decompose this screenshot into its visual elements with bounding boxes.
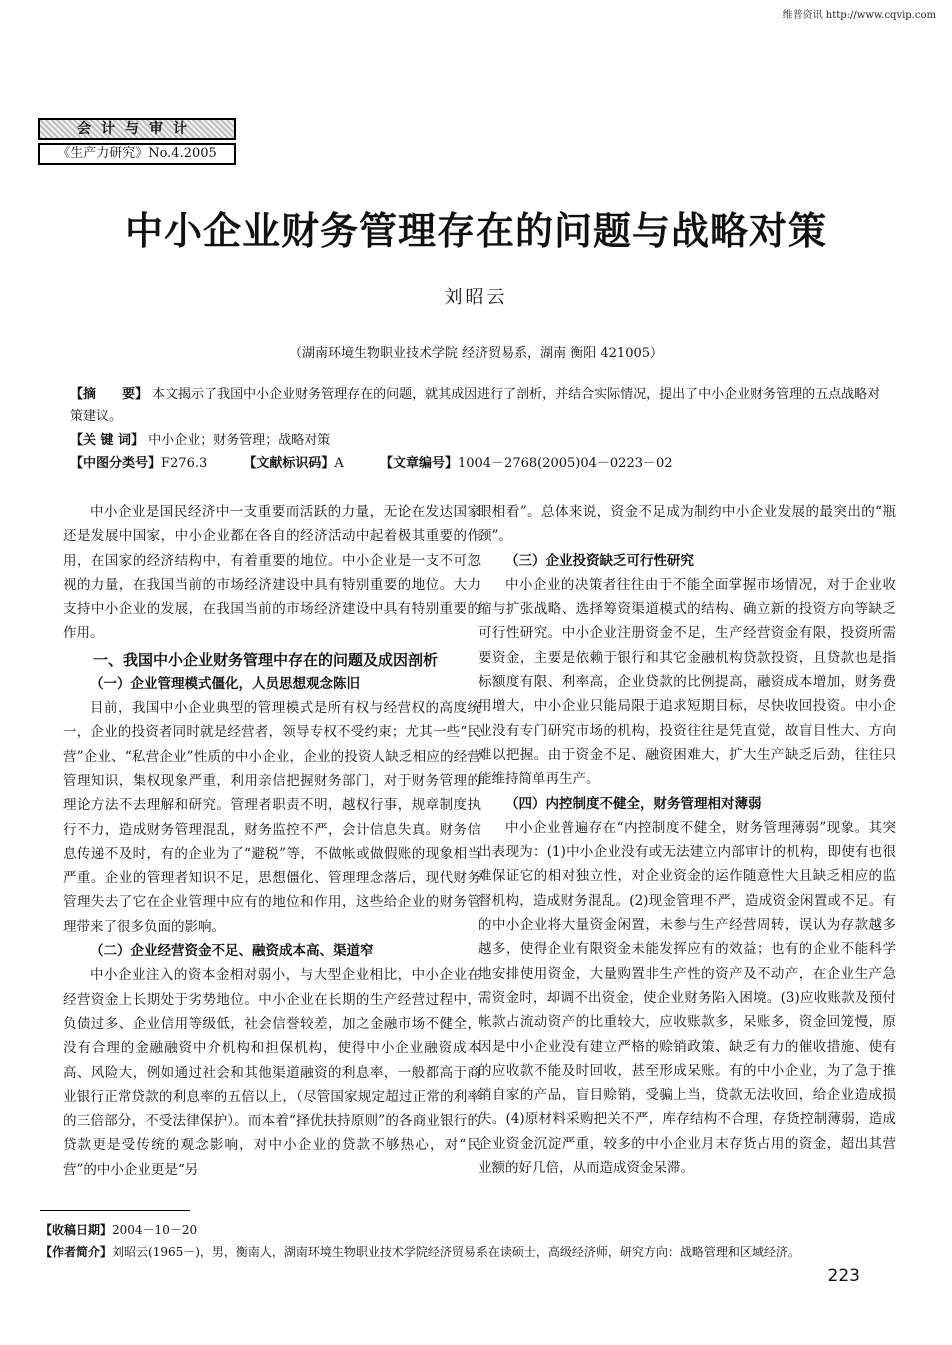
right-column <box>478 500 896 1180</box>
article-title: 中小企业财务管理存在的问题与战略对策 <box>124 209 827 253</box>
classification-line <box>70 453 890 475</box>
doc-code-label: 【文献标识码】 <box>243 456 335 471</box>
clc-label: 【中图分类号】 <box>70 456 162 471</box>
subsection-heading-4: （四）内控制度不健全，财务管理相对薄弱 <box>505 795 762 812</box>
author-bio <box>40 1242 800 1262</box>
journal-tag: 《生产力研究》No.4.2005 <box>38 143 236 165</box>
bio-label: 【作者简介】 <box>40 1245 113 1259</box>
received-value: 2004－10－20 <box>112 1223 198 1237</box>
author-affiliation: （湖南环境生物职业技术学院 经济贸易系，湖南 衡阳 421005） <box>288 346 664 361</box>
abstract-text: 本文揭示了我国中小企业财务管理存在的问题，就其成因进行了剖析，并结合实际情况，提出了中小企业财务管理的五点战略对策建议。 <box>70 387 881 424</box>
subsection-heading-2: （二）企业经营资金不足、融资成本高、渠道窄 <box>90 943 374 960</box>
page-number: 223 <box>827 1266 860 1286</box>
body-paragraph: 中小企业普遍存在“内控制度不健全，财务管理薄弱”现象。其突出表现为：(1)中小企业没有或无法建立内部审计的机构，即使有也很难保证它的相对独立性，对企业资金的运作随意性大且缺乏相应的监督机构，造成财务混乱。(2)现金管理不严，造成资金闲置或不足。有的中小企业将大量资金闲置，未参与生产经营周转，误认为存款越多越多，使得企业有限资金未能发挥应有的效益；也有的企业不能科学地安排使用资金，大量购置非生产性的资产及不动产，在企业生产急需资金时，却调不出资金，使企业财务陷入困境。(3)应收账款及预付帐款占流动资产的比重较大，应收账款多，呆账多，资金回笼慢，原因是中小企业没有建立严格的赊销政策、缺乏有力的催收措施、使有的应收款不能及时回收，甚至形成呆账。有的中小企业，为了急于推销自家的产品，盲目赊销，受骗上当，贷款无法收回，给企业造成损失。(4)原材料采购把关不严，库存结构不合理，存货控制薄弱，造成企业资金沉淀严重，较多的中小企业月末存货占用的资金，超出其营业额的好几倍，从而造成资金呆滞。 <box>478 819 896 1177</box>
abstract <box>70 384 890 428</box>
body-paragraph: 中小企业的决策者往往由于不能全面掌握市场情况，对于企业收缩与扩张战略、选择筹资渠道模式的结构、确立新的投资方向等缺乏可行性研究。中小企业注册资金不足，生产经营资金有限，投资所需要资金，主要是依赖于银行和其它金融机构贷款投资，且贷款也是指标额度有限、利率高，企业贷款的比例提高，融资成本增加，财务费用增大，中小企业只能局限于追求短期目标，尽快收回投资。中小企业没有专门研究市场的机构，投资往往是凭直觉，故盲目性大、方向难以把握。由于资金不足、融资困难大，扩大生产缺乏后劲，往往只能维持简单再生产。 <box>478 576 896 788</box>
bio-text: 刘昭云(1965－)，男，衡南人，湖南环境生物职业技术学院经济贸易系在读硕士，高级经济师，研究方向：战略管理和区域经济。 <box>112 1245 800 1259</box>
footnote-rule <box>40 1210 190 1211</box>
received-date <box>40 1220 197 1240</box>
body-paragraph-continued: 眼相看”。总体来说，资金不足成为制约中小企业发展的最突出的“瓶颈”。 <box>478 504 896 545</box>
keywords-label: 【关 键 词】 <box>70 433 145 448</box>
received-label: 【收稿日期】 <box>40 1223 113 1237</box>
article-number-label: 【文章编号】 <box>379 456 458 471</box>
author-name: 刘昭云 <box>444 287 508 308</box>
clc-value: F276.3 <box>161 456 208 471</box>
intro-paragraph: 中小企业是国民经济中一支重要而活跃的力量，无论在发达国家还是发展中国家，中小企业都在各自的经济活动中起着极其重要的作用，在国家的经济结构中，有着重要的地位。中小企业是一支不可忽视的力量，在我国当前的市场经济建设中具有特别重要的地位。大力支持中小企业的发展，在我国当前的市场经济建设中具有特别重要的作用。 <box>63 504 481 642</box>
section-heading-1: 一、我国中小企业财务管理中存在的问题及成因剖析 <box>93 650 439 669</box>
section-tag: 会计与审计 <box>38 118 236 140</box>
keywords-text: 中小企业；财务管理；战略对策 <box>148 433 331 448</box>
body-paragraph: 中小企业注入的资本金相对弱小，与大型企业相比，中小企业在经营资金上长期处于劣势地位。中小企业在长期的生产经营过程中，负债过多、企业信用等级低，社会信誉较差，加之金融市场不健全，没有合理的金融融资中介机构和担保机构，使得中小企业融资成本高、风险大，例如通过社会和其他渠道融资的利息率，一般都高于商业银行正常贷款的利息率的五倍以上，（尽管国家规定超过正常的利率的三倍部分，不受法律保护）。而本着“择优扶持原则”的各商业银行的贷款更是受传统的观念影响，对中小企业的贷款不够热心，对“民营”的中小企业更是“另 <box>63 967 481 1178</box>
left-column <box>63 500 481 1182</box>
keywords <box>70 430 890 452</box>
watermark-text: 维普资讯 http://www.cqvip.com <box>782 10 936 21</box>
body-paragraph: 目前，我国中小企业典型的管理模式是所有权与经营权的高度统一，企业的投资者同时就是经营者，领导专权不受约束；尤其一些“民营”企业、“私营企业”性质的中小企业，企业的投资人缺乏相应的经营管理知识，集权现象严重，利用亲信把握财务部门，对于财务管理的理论方法不去理解和研究。管理者职责不明，越权行事，规章制度执行不力，造成财务管理混乱，财务监控不严，会计信息失真。财务信息传递不及时，有的企业为了“避税”等，不做帐或做假账的现象相当严重。企业的管理者知识不足，思想僵化、管理理念落后，现代财务管理失去了它在企业管理中应有的地位和作用，这些给企业的财务管理带来了很多负面的影响。 <box>63 700 481 935</box>
doc-code-value: A <box>334 456 344 471</box>
subsection-heading-1: （一）企业管理模式僵化，人员思想观念陈旧 <box>90 675 360 692</box>
abstract-label: 【摘 要】 <box>70 387 149 402</box>
subsection-heading-3: （三）企业投资缺乏可行性研究 <box>505 552 694 569</box>
article-number-value: 1004－2768(2005)04－0223－02 <box>457 456 673 471</box>
